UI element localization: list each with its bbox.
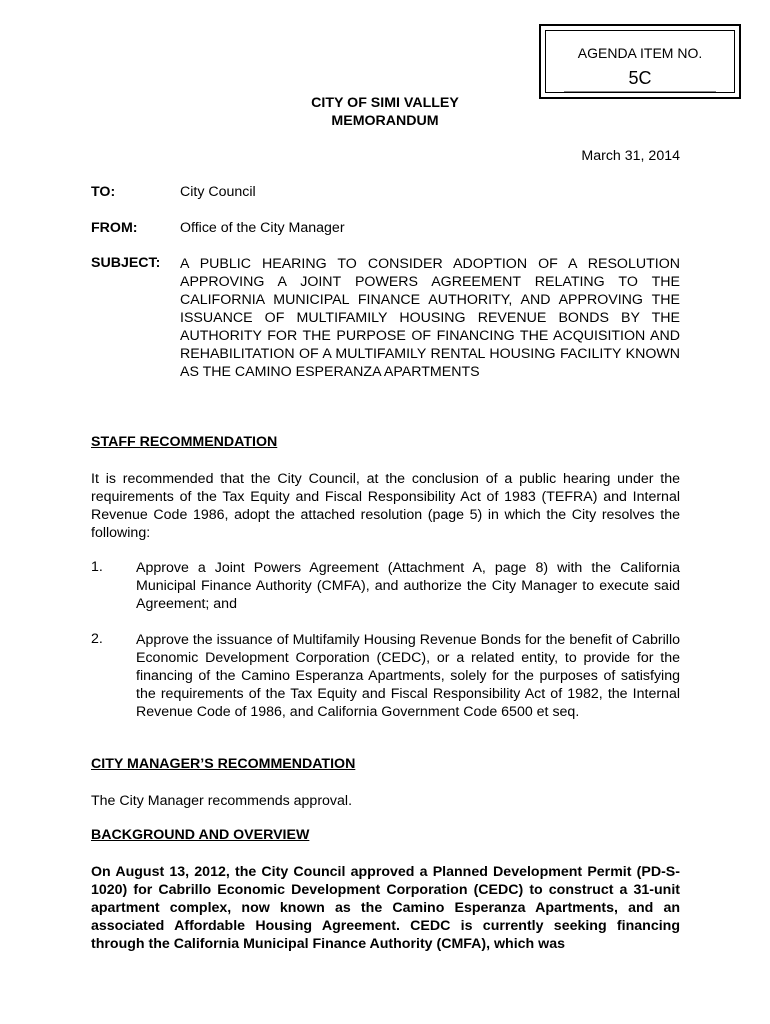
city-manager-recommendation-heading: CITY MANAGER’S RECOMMENDATION	[91, 756, 356, 772]
from-label: FROM:	[91, 220, 138, 236]
staff-recommendation-intro: It is recommended that the City Council, at the conclusion of a public hearing under the requirements of the Tax Equity and Fiscal Responsibility Act of 1983 (TEFRA) and Internal Revenue Code 1986, adopt the attached resolution (page 5) in which the City resolves the following:	[91, 471, 680, 541]
city-name: CITY OF SIMI VALLEY	[311, 95, 459, 111]
from-value: Office of the City Manager	[180, 220, 345, 236]
list-item-number: 1.	[91, 559, 103, 575]
to-value: City Council	[180, 184, 256, 200]
agenda-item-label: AGENDA ITEM NO.	[577, 45, 703, 61]
list-item-text: Approve the issuance of Multifamily Housing Revenue Bonds for the benefit of Cabrillo Economic Development Corporation (CEDC), or a related entity, to provide for the financing of the Camino Esperanza Apartments, solely for the purposes of satisfying the requirements of the Tax Equity and Fiscal Responsibility Act of 1982, the Internal Revenue Code of 1986, and California Government Code 6500 et seq.	[136, 632, 680, 720]
document-type: MEMORANDUM	[331, 113, 439, 129]
city-manager-recommendation-text: The City Manager recommends approval.	[91, 793, 353, 809]
list-item-number: 2.	[91, 631, 103, 647]
to-label: TO:	[91, 184, 116, 200]
agenda-item-number: 5C	[628, 68, 652, 88]
staff-recommendation-heading: STAFF RECOMMENDATION	[91, 434, 278, 450]
background-heading: BACKGROUND AND OVERVIEW	[91, 827, 310, 843]
agenda-item-box	[539, 24, 741, 99]
agenda-item-inner-border	[545, 30, 735, 93]
agenda-item-underline	[564, 91, 716, 92]
list-item-text: Approve a Joint Powers Agreement (Attachment A, page 8) with the California Municipal Finance Authority (CMFA), and authorize the City Manager to execute said Agreement; and	[136, 560, 680, 612]
memo-date: March 31, 2014	[581, 148, 680, 164]
subject-text: A PUBLIC HEARING TO CONSIDER ADOPTION OF A RESOLUTION APPROVING A JOINT POWERS AGREEMENT RELATING TO THE CALIFORNIA MUNICIPAL FINANCE AUTHORITY, AND APPROVING THE ISSUANCE OF MULTIFAMILY HOUSING REVENUE BONDS BY THE AUTHORITY FOR THE PURPOSE OF FINANCING THE ACQUISITION AND REHABILITATION OF A MULTIFAMILY RENTAL HOUSING FACILITY KNOWN AS THE CAMINO ESPERANZA APARTMENTS	[180, 256, 680, 380]
background-text: On August 13, 2012, the City Council approved a Planned Development Permit (PD-S-1020) for Cabrillo Economic Development Corporation (CEDC) to construct a 31-unit apartment complex, now known as the Camino Esperanza Apartments, and an associated Affordable Housing Agreement. CEDC is currently seeking financing through the California Municipal Finance Authority (CMFA), which was	[91, 864, 680, 952]
subject-label: SUBJECT:	[91, 255, 161, 271]
